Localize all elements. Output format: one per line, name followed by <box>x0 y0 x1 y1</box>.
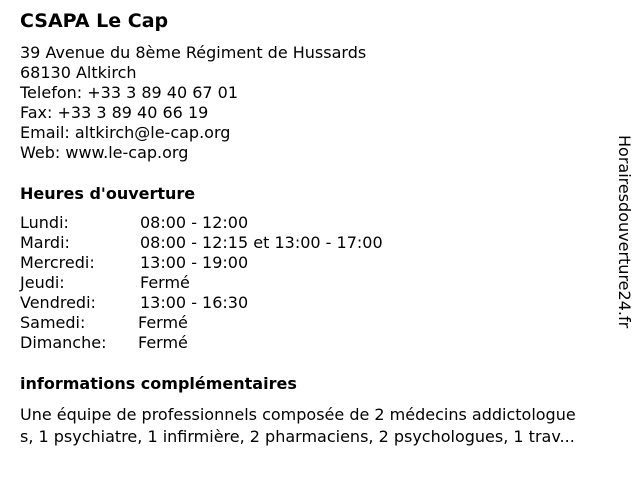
day-label: Mercredi: <box>20 253 95 272</box>
day-label: Dimanche: <box>20 333 107 352</box>
additional-info-heading: informations complémentaires <box>20 374 297 393</box>
info-line: s, 1 psychiatre, 1 infirmière, 2 pharmaciens, 2 psychologues, 1 trav... <box>20 427 575 446</box>
business-name: CSAPA Le Cap <box>20 10 169 32</box>
contact-block <box>20 43 366 163</box>
phone-number: Telefon: +33 3 89 40 67 01 <box>20 83 239 102</box>
hours-value: Fermé <box>140 273 190 292</box>
day-label: Mardi: <box>20 233 70 252</box>
day-label: Jeudi: <box>20 273 65 292</box>
address-street: 39 Avenue du 8ème Régiment de Hussards <box>20 43 367 62</box>
site-watermark <box>612 135 634 375</box>
hours-value: 08:00 - 12:00 <box>140 213 249 232</box>
hours-value: 08:00 - 12:15 et 13:00 - 17:00 <box>140 233 383 252</box>
hours-value: 13:00 - 16:30 <box>140 293 249 312</box>
info-line: Une équipe de professionnels composée de 2 médecins addictologue <box>20 405 576 424</box>
opening-hours-heading: Heures d'ouverture <box>20 184 196 203</box>
website: Web: www.le-cap.org <box>20 143 189 162</box>
email-address: Email: altkirch@le-cap.org <box>20 123 231 142</box>
day-label: Samedi: <box>20 313 86 332</box>
fax-number: Fax: +33 3 89 40 66 19 <box>20 103 209 122</box>
additional-info-text <box>20 404 628 448</box>
day-label: Vendredi: <box>20 293 96 312</box>
address-city: 68130 Altkirch <box>20 63 137 82</box>
day-label: Lundi: <box>20 213 69 232</box>
hours-value: 13:00 - 19:00 <box>140 253 249 272</box>
watermark-text: Horairesdouverture24.fr <box>615 135 634 329</box>
hours-value: Fermé <box>138 313 188 332</box>
hours-value: Fermé <box>138 333 188 352</box>
